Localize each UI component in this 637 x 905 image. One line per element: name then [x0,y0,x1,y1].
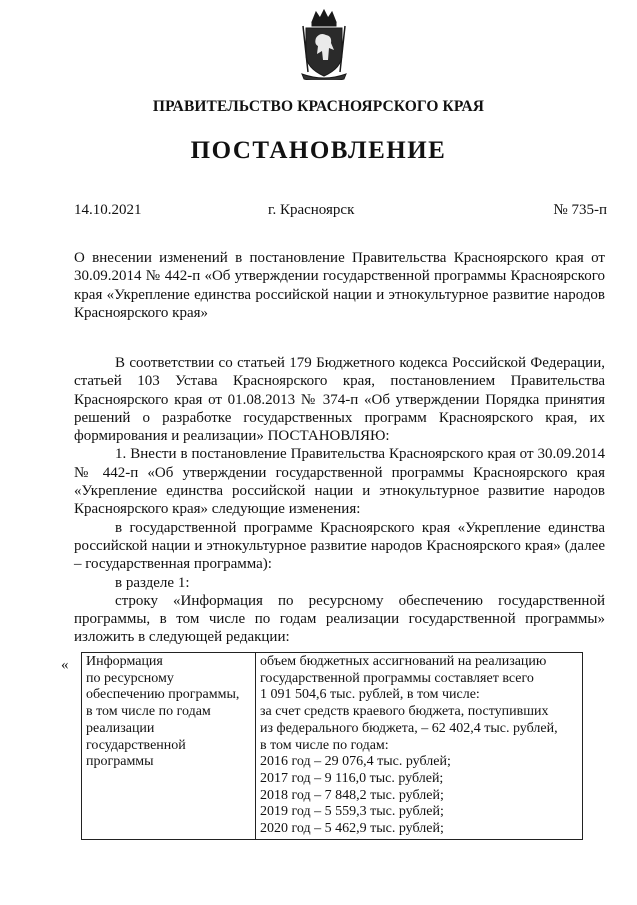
table-row [82,653,583,840]
document-subject: О внесении изменений в постановление Правительства Красноярского края от 30.09.2014 № 442-п «Об утверждении государственной программы Красноярского края «Укрепление единства российской нации и этнокультурное развитие народов Красноярского края» [74,250,605,321]
coat-of-arms-emblem [298,8,350,80]
document-date: 14.10.2021 [74,202,142,218]
table-line: реализации [86,720,155,736]
table-line: по ресурсному [86,670,174,686]
table-line: обеспечению программы, [86,687,240,703]
document-type: ПОСТАНОВЛЕНИЕ [190,137,447,164]
table-line: 1 091 504,6 тыс. рублей, в том числе: [260,687,480,703]
table-line: 2018 год – 7 848,2 тыс. рублей; [260,787,444,803]
table-line: 2020 год – 5 462,9 тыс. рублей; [260,821,444,837]
paragraph: 1. Внести в постановление Правительства Красноярского края от 30.09.2014 № 442-п «Об утверждении государственной программы Красноярского края «Укрепление единства российской нации и этнокультурное развитие народов Красноярского края» следующие изменения: [74,446,605,518]
table-line: из федерального бюджета, – 62 402,4 тыс. рублей, [260,720,558,736]
table-line: государственной программы составляет всего [260,670,534,686]
table-line: государственной [86,737,186,753]
paragraph: строку «Информация по ресурсному обеспечению государственной программы, в том числе по годам реализации государственной программы» изложить в следующей редакции: [74,592,605,646]
table-line: за счет средств краевого бюджета, поступивших [260,704,549,720]
opening-quote-mark: « [61,657,69,673]
table-line: программы [86,754,154,770]
table-cell-label [82,653,256,840]
table-line: 2016 год – 29 076,4 тыс. рублей; [260,754,451,770]
paragraph: в государственной программе Красноярского края «Укрепление единства российской нации и этнокультурное развитие народов Красноярского края» (далее – государственная программа): [74,519,605,573]
table-line: в том числе по годам [86,704,211,720]
paragraph: в разделе 1: [115,574,190,591]
table-cell-value [256,653,583,840]
document-body [74,354,605,647]
document-city: г. Красноярск [268,202,355,218]
organization-name: ПРАВИТЕЛЬСТВО КРАСНОЯРСКОГО КРАЯ [152,98,485,115]
table-line: объем бюджетных ассигнований на реализацию [260,654,547,669]
table-line: 2017 год – 9 116,0 тыс. рублей; [260,770,444,786]
document-number: № 735-п [553,202,607,218]
resource-info-table [81,652,583,840]
table-line: Информация [86,654,163,669]
table-line: 2019 год – 5 559,3 тыс. рублей; [260,804,444,820]
table-line: в том числе по годам: [260,737,389,753]
paragraph: В соответствии со статьей 179 Бюджетного кодекса Российской Федерации, статьей 103 Устава Красноярского края, постановлением Правительства Красноярского края от 01.08.2013 № 374-п «Об утверждении Порядка принятия решений о разработке государственных программ Красноярского края, их формирования и реализации» ПОСТАНОВЛЯЮ: [74,355,605,445]
